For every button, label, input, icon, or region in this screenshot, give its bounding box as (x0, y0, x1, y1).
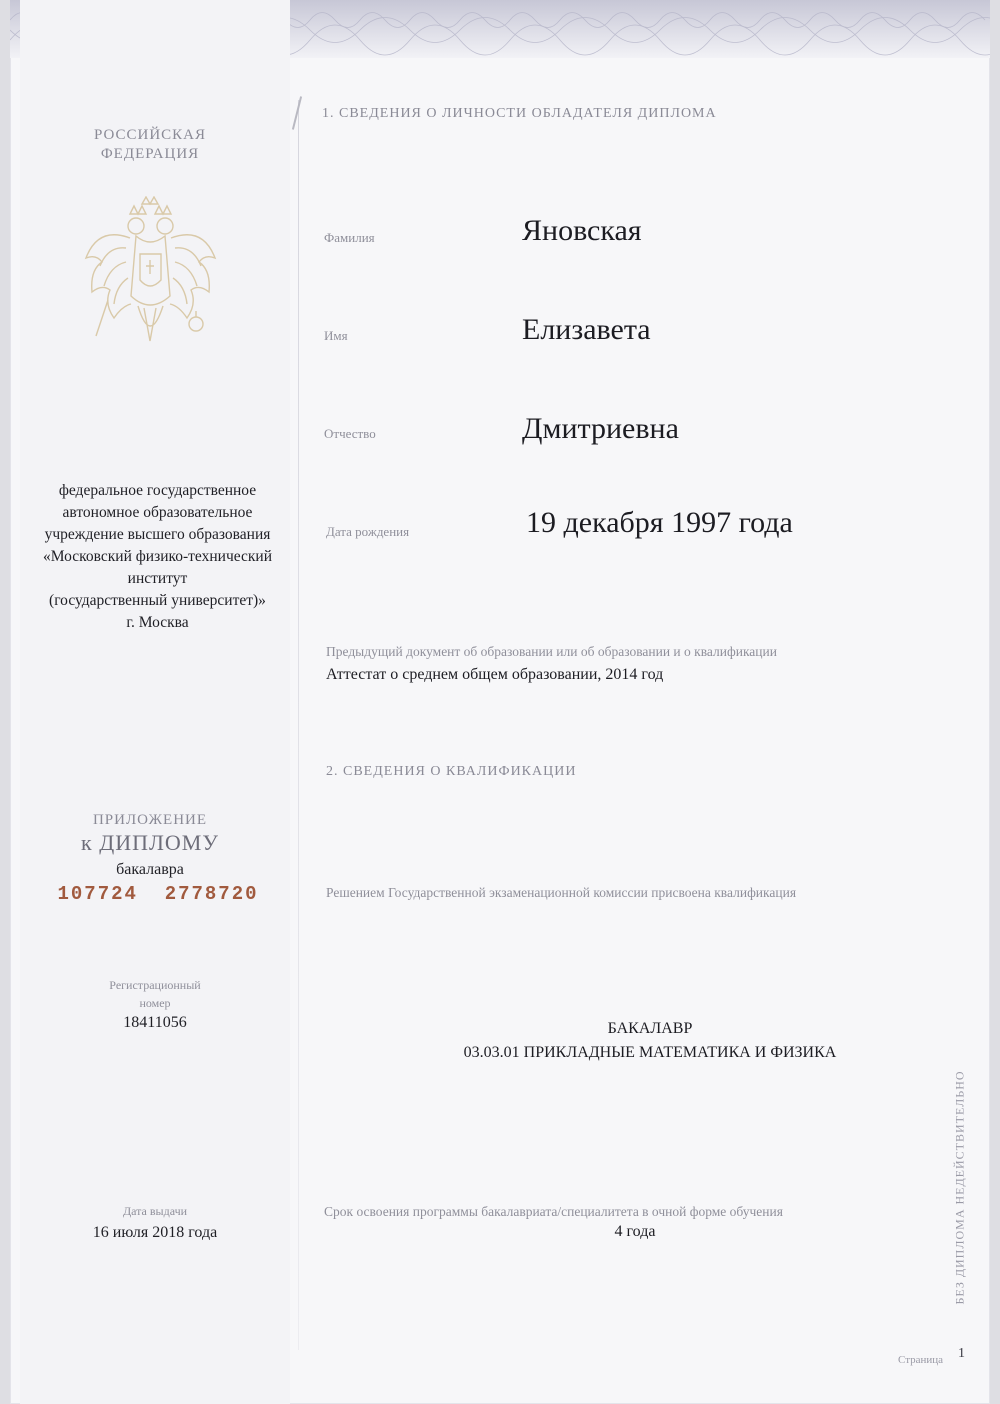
qualification-title: БАКАЛАВР (607, 1020, 693, 1037)
issuer-line: (государственный университет)» (49, 592, 266, 609)
registration-number: 18411056 (123, 1014, 187, 1031)
country-line-1: РОССИЙСКАЯ (93, 127, 207, 143)
issuer-line: «Московский физико-технический (42, 548, 273, 565)
appendix-to-diploma: к ДИПЛОМУ (81, 830, 219, 855)
birthdate-label: Дата рождения (326, 524, 410, 539)
patronymic-label: Отчество (324, 426, 376, 441)
previous-document-value: Аттестат о среднем общем образовании, 2014 год (326, 666, 664, 683)
column-divider (298, 100, 299, 1350)
name-label: Имя (324, 328, 348, 343)
specialty-title: 03.03.01 ПРИКЛАДНЫЕ МАТЕМАТИКА И ФИЗИКА (463, 1044, 837, 1061)
section-2-title: 2. СВЕДЕНИЯ О КВАЛИФИКАЦИИ (326, 764, 577, 779)
issue-date-label: Дата выдачи (122, 1204, 188, 1218)
section-1-title: 1. СВЕДЕНИЯ О ЛИЧНОСТИ ОБЛАДАТЕЛЯ ДИПЛОМА (322, 106, 717, 121)
serial-number: 107724 2778720 (57, 883, 259, 905)
country-name (85, 126, 215, 164)
issuer-line: учреждение высшего образования (44, 526, 271, 543)
issuer-line: автономное образовательное (62, 504, 253, 521)
divider-tick-mark (292, 96, 302, 129)
issue-date: 16 июля 2018 года (92, 1224, 218, 1241)
study-term-label: Срок освоения программы бакалавриата/специалитета в очной форме обучения (324, 1204, 783, 1219)
appendix-title: ПРИЛОЖЕНИЕ (92, 812, 208, 828)
patronymic-value: Дмитриевна (522, 412, 679, 445)
registration-label-line-2: номер (139, 996, 171, 1010)
surname-label: Фамилия (324, 230, 375, 245)
registration-label (90, 976, 220, 1012)
page-label: Страница (898, 1354, 944, 1366)
previous-document-label: Предыдущий документ об образовании или об образовании и о квалификации (326, 644, 777, 659)
study-term-value: 4 года (614, 1223, 656, 1240)
registration-label-line-1: Регистрационный (109, 978, 201, 992)
issuer-line: г. Москва (126, 614, 189, 631)
issuer-line: институт (127, 570, 188, 587)
commission-decision-text: Решением Государственной экзаменационной комиссии присвоена квалификация (326, 885, 797, 900)
invalid-without-diploma-note: БЕЗ ДИПЛОМА НЕДЕЙСТВИТЕЛЬНО (952, 1070, 967, 1305)
degree-level: бакалавра (116, 861, 184, 878)
name-value: Елизавета (522, 313, 651, 346)
page-number: 1 (958, 1346, 965, 1361)
issuer-organization (20, 480, 295, 634)
double-headed-eagle-emblem-icon (78, 196, 223, 361)
country-line-2: ФЕДЕРАЦИЯ (100, 146, 200, 162)
issuer-line: федеральное государственное (58, 482, 257, 499)
birthdate-value: 19 декабря 1997 года (526, 506, 793, 539)
surname-value: Яновская (522, 214, 642, 247)
